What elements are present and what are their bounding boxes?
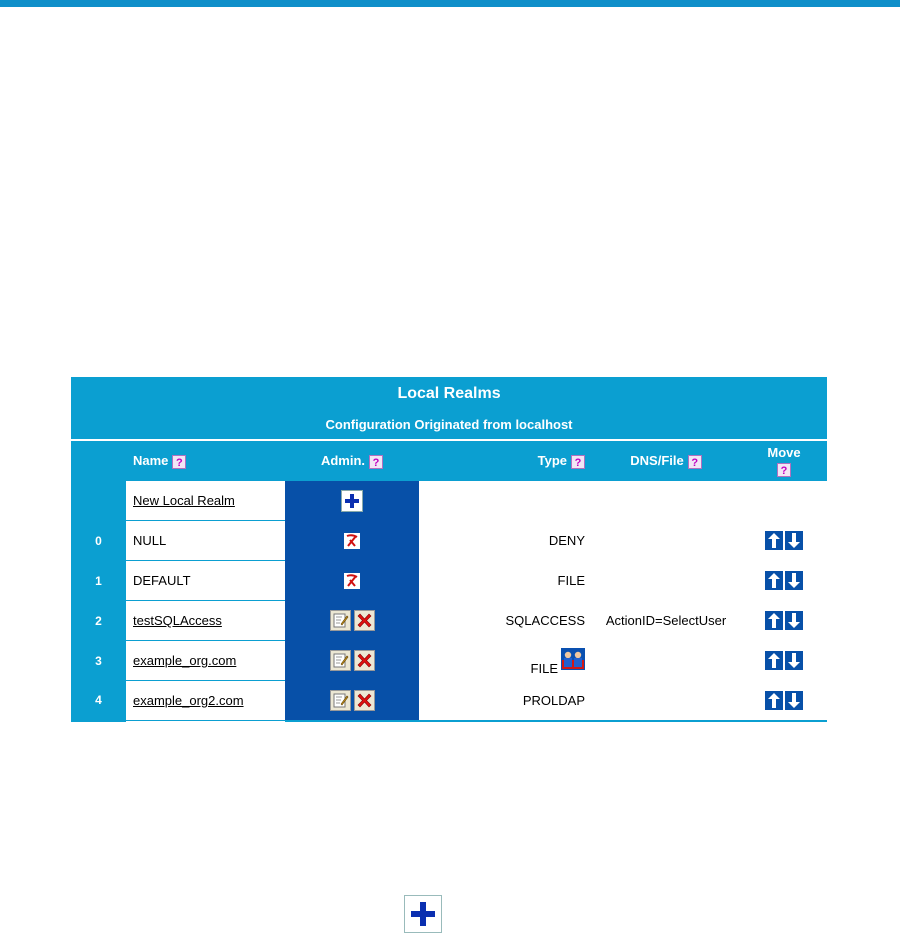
row-move <box>741 561 827 601</box>
local-realms-table <box>71 377 827 722</box>
row-index <box>71 481 126 521</box>
index-header <box>71 440 126 481</box>
row-name: DEFAULT <box>126 561 285 601</box>
help-icon[interactable]: ? <box>571 455 585 469</box>
column-header-row <box>71 440 827 481</box>
move-down-icon <box>788 693 800 708</box>
move-up-button[interactable] <box>765 531 783 550</box>
table-title: Local Realms <box>71 377 827 411</box>
delete-icon <box>356 612 373 629</box>
row-admin <box>285 561 419 601</box>
row-admin <box>285 681 419 721</box>
move-down-button[interactable] <box>785 611 803 630</box>
row-move <box>741 521 827 561</box>
disabled-icon <box>344 573 360 589</box>
row-move <box>741 641 827 681</box>
dns-header <box>591 440 741 481</box>
move-down-button[interactable] <box>785 691 803 710</box>
row-admin <box>285 641 419 681</box>
move-down-button[interactable] <box>785 571 803 590</box>
realm-link[interactable]: example_org2.com <box>133 693 244 708</box>
row-type-label: FILE <box>530 660 558 676</box>
new-realm-row <box>71 481 827 521</box>
help-icon[interactable]: ? <box>688 455 702 469</box>
move-down-icon <box>788 573 800 588</box>
table-row <box>71 601 827 641</box>
move-up-icon <box>768 533 780 548</box>
move-up-button[interactable] <box>765 571 783 590</box>
row-type: DENY <box>419 521 591 561</box>
row-index: 4 <box>71 681 126 721</box>
move-up-icon <box>768 613 780 628</box>
move-up-button[interactable] <box>765 651 783 670</box>
admin-header-label: Admin. <box>320 453 366 469</box>
row-move <box>741 601 827 641</box>
row-dns <box>591 681 741 721</box>
add-realm-button[interactable] <box>341 490 363 512</box>
help-icon[interactable]: ? <box>369 455 383 469</box>
name-header <box>126 440 285 481</box>
row-type <box>419 641 591 681</box>
row-index: 3 <box>71 641 126 681</box>
move-up-icon <box>768 693 780 708</box>
type-header-label: Type <box>537 453 567 469</box>
move-up-button[interactable] <box>765 611 783 630</box>
delete-button[interactable] <box>354 650 375 671</box>
row-dns <box>591 641 741 681</box>
table-row <box>71 681 827 721</box>
row-admin <box>285 481 419 521</box>
row-name: NULL <box>126 521 285 561</box>
row-dns: ActionID=SelectUser <box>591 601 741 641</box>
row-name <box>126 481 285 521</box>
realm-link[interactable]: example_org.com <box>133 653 237 668</box>
move-down-button[interactable] <box>785 651 803 670</box>
delete-button[interactable] <box>354 610 375 631</box>
row-name <box>126 601 285 641</box>
row-index: 2 <box>71 601 126 641</box>
row-index: 1 <box>71 561 126 601</box>
dns-header-label: DNS/File <box>630 453 684 469</box>
edit-button[interactable] <box>330 650 351 671</box>
help-icon[interactable]: ? <box>172 455 186 469</box>
move-up-icon <box>768 573 780 588</box>
row-move <box>741 681 827 721</box>
admin-header <box>285 440 419 481</box>
new-local-realm-link[interactable]: New Local Realm <box>133 493 235 508</box>
file-users-icon[interactable] <box>561 648 585 670</box>
edit-button[interactable] <box>330 690 351 711</box>
move-up-button[interactable] <box>765 691 783 710</box>
edit-icon <box>332 692 349 709</box>
move-down-icon <box>788 613 800 628</box>
row-dns <box>591 561 741 601</box>
add-button-large[interactable] <box>404 895 442 933</box>
row-type: PROLDAP <box>419 681 591 721</box>
edit-button[interactable] <box>330 610 351 631</box>
name-header-label: Name <box>133 453 169 469</box>
add-icon <box>410 901 436 927</box>
table-row <box>71 521 827 561</box>
table-subtitle: Configuration Originated from localhost <box>71 411 827 440</box>
row-name <box>126 681 285 721</box>
move-down-icon <box>788 533 800 548</box>
delete-icon <box>356 692 373 709</box>
row-type: FILE <box>419 561 591 601</box>
help-icon[interactable]: ? <box>777 463 791 477</box>
row-index: 0 <box>71 521 126 561</box>
row-admin <box>285 601 419 641</box>
type-header <box>419 440 591 481</box>
edit-icon <box>332 652 349 669</box>
row-admin <box>285 521 419 561</box>
move-down-button[interactable] <box>785 531 803 550</box>
delete-button[interactable] <box>354 690 375 711</box>
realm-link[interactable]: testSQLAccess <box>133 613 222 628</box>
add-icon <box>344 493 360 509</box>
table-row <box>71 561 827 601</box>
move-up-icon <box>768 653 780 668</box>
row-name <box>126 641 285 681</box>
move-header <box>741 440 827 481</box>
move-header-label: Move <box>767 445 801 461</box>
row-dns <box>591 521 741 561</box>
row-type: SQLACCESS <box>419 601 591 641</box>
edit-icon <box>332 612 349 629</box>
move-down-icon <box>788 653 800 668</box>
top-bar <box>0 0 900 7</box>
table-row <box>71 641 827 681</box>
disabled-icon <box>344 533 360 549</box>
delete-icon <box>356 652 373 669</box>
